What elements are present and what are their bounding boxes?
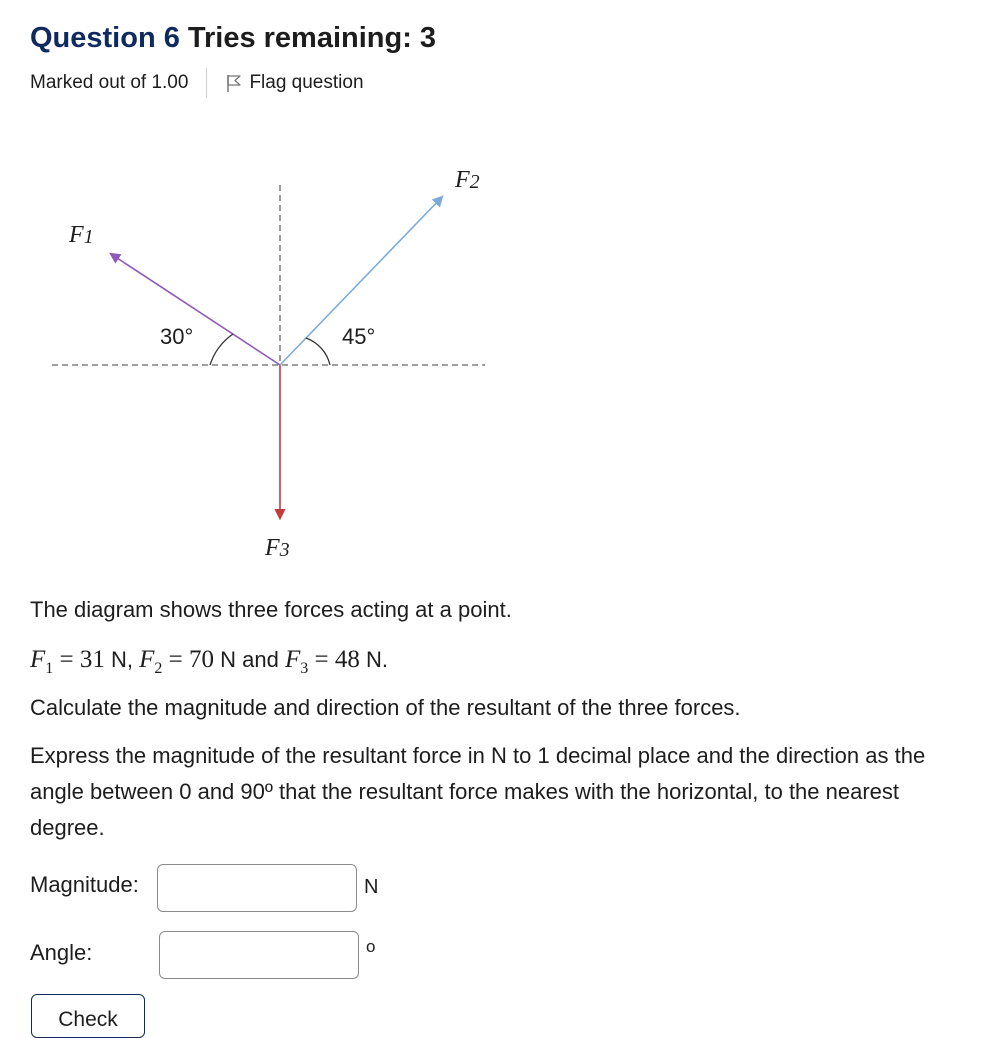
force-f2-label: F2 (455, 167, 480, 193)
force-f1-label: F1 (69, 222, 94, 248)
angle-input[interactable] (159, 931, 359, 979)
calc-text: Calculate the magnitude and direction of the resultant of the three forces. (30, 695, 741, 720)
tries-remaining: Tries remaining: 3 (187, 22, 437, 54)
magnitude-unit: N (364, 876, 379, 898)
f3-unit: N (366, 647, 382, 672)
magnitude-label: Magnitude: (30, 872, 139, 897)
intro-text: The diagram shows three forces acting at a point. (30, 597, 512, 622)
force-values: $F_1 = 31$ N, $F_2 = 70$ N and $F_3 = 48$ N. (30, 646, 389, 677)
angle-unit: o (366, 937, 376, 956)
f1-value: 31 (79, 646, 105, 673)
flag-question-label: Flag question (249, 72, 364, 93)
f2-value: 70 (189, 646, 215, 673)
magnitude-input[interactable] (157, 864, 357, 912)
check-button[interactable]: Check (31, 994, 145, 1038)
force-f3-label: F3 (265, 535, 290, 561)
express-text: Express the magnitude of the resultant force in N to 1 decimal place and the direction as the angle between 0 and 90º that the resultant force makes with the horizontal, to the nearest degree. (30, 743, 926, 840)
f1-unit: N (111, 647, 127, 672)
angle-label-45: 45° (342, 324, 376, 349)
f2-unit: N (220, 647, 237, 672)
marked-out-of: Marked out of 1.00 (30, 72, 189, 93)
force-f1-arrow (111, 254, 280, 365)
question-number: Question 6 (30, 22, 180, 54)
f3-value: 48 (334, 646, 360, 673)
angle-arc-45 (306, 338, 330, 365)
angle-label-30: 30° (160, 324, 194, 349)
angle-label: Angle: (30, 940, 93, 965)
angle-arc-30 (210, 334, 233, 365)
